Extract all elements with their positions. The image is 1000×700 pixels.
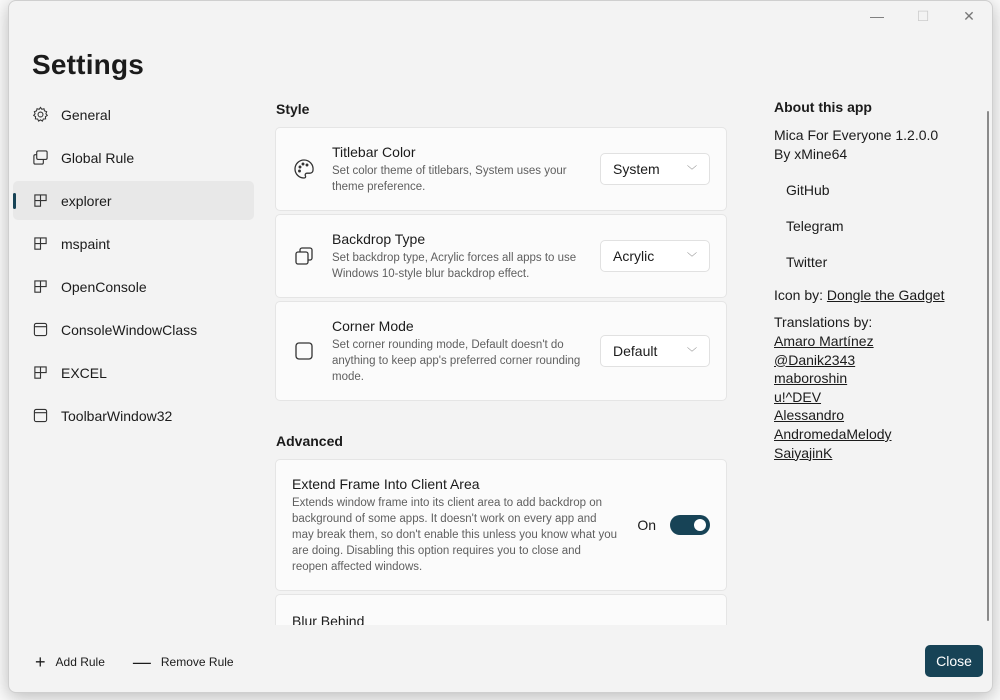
dropdown-value: Default <box>613 343 658 359</box>
sidebar-item-label: explorer <box>61 192 112 209</box>
window-icon <box>31 321 49 339</box>
titlebar-color-desc: Set color theme of titlebars, System uses your theme preference. <box>332 164 567 193</box>
close-button[interactable]: Close <box>925 645 983 677</box>
close-window-button[interactable]: ✕ <box>963 7 975 24</box>
app-window-icon <box>31 364 49 382</box>
backdrop-type-title: Backdrop Type <box>332 230 426 247</box>
toggle-state-label: On <box>637 517 656 533</box>
remove-rule-label: Remove Rule <box>160 655 234 669</box>
translations-label: Translations by: <box>774 314 873 330</box>
extend-frame-card <box>275 459 727 591</box>
translator-link[interactable]: maboroshin <box>774 370 848 387</box>
extend-frame-title: Extend Frame Into Client Area <box>292 475 480 492</box>
dropdown-value: Acrylic <box>613 248 655 264</box>
palette-icon <box>292 158 316 180</box>
sidebar <box>13 95 254 439</box>
icon-by-label: Icon by: <box>774 287 824 303</box>
add-rule-button[interactable] <box>35 653 105 671</box>
sidebar-item-label: OpenConsole <box>61 278 147 295</box>
settings-window <box>8 0 993 693</box>
scrollbar[interactable] <box>987 111 989 621</box>
window-icon <box>31 407 49 425</box>
sidebar-item-openconsole[interactable] <box>13 267 254 306</box>
corner-mode-dropdown[interactable] <box>600 335 710 367</box>
blur-behind-card <box>275 594 727 625</box>
sidebar-item-label: ToolbarWindow32 <box>61 407 173 424</box>
sidebar-item-label: Global Rule <box>61 149 135 166</box>
rounded-square-icon <box>292 341 316 361</box>
sidebar-item-consolewindowclass[interactable] <box>13 310 254 349</box>
corner-mode-card <box>275 301 727 401</box>
translator-link[interactable]: Alessandro <box>774 407 845 424</box>
app-window-icon <box>31 278 49 296</box>
plus-icon: + <box>35 652 46 672</box>
backdrop-type-card <box>275 214 727 298</box>
translator-link[interactable]: SaiyajinK <box>774 444 833 461</box>
translator-link[interactable]: @Danik2343 <box>774 351 856 368</box>
sidebar-item-excel[interactable] <box>13 353 254 392</box>
add-rule-label: Add Rule <box>55 655 105 669</box>
telegram-link[interactable]: Telegram <box>786 218 844 234</box>
sidebar-item-label: mspaint <box>61 235 111 252</box>
app-window-icon <box>31 192 49 210</box>
sidebar-item-general[interactable] <box>13 95 254 134</box>
chevron-down-icon: ﹀ <box>687 347 697 359</box>
minimize-button[interactable]: — <box>870 8 884 24</box>
sidebar-item-label: General <box>61 106 111 123</box>
chevron-down-icon: ﹀ <box>687 165 697 177</box>
backdrop-type-dropdown[interactable] <box>600 240 710 272</box>
translator-link[interactable]: AndromedaMelody <box>774 425 892 442</box>
sidebar-item-mspaint[interactable] <box>13 224 254 263</box>
dropdown-value: System <box>613 161 660 177</box>
blur-behind-title: Blur Behind <box>292 613 365 625</box>
extend-frame-toggle[interactable] <box>670 515 710 535</box>
about-panel <box>774 99 974 462</box>
titlebar-color-dropdown[interactable] <box>600 153 710 185</box>
gear-icon <box>31 106 49 124</box>
settings-content <box>275 95 727 625</box>
sidebar-item-label: EXCEL <box>61 364 107 381</box>
windows-stack-icon <box>31 149 49 167</box>
sidebar-item-label: ConsoleWindowClass <box>61 321 198 338</box>
advanced-heading: Advanced <box>276 433 343 449</box>
page-title: Settings <box>32 49 145 80</box>
corner-mode-desc: Set corner rounding mode, Default doesn't do anything to keep app's preferred corner rounding mode. <box>332 338 581 383</box>
backdrop-icon <box>292 246 316 266</box>
style-heading: Style <box>276 101 310 117</box>
minus-icon: — <box>132 652 151 672</box>
sidebar-item-global-rule[interactable] <box>13 138 254 177</box>
titlebar-color-title: Titlebar Color <box>332 143 416 160</box>
translator-link[interactable]: Amaro Martínez <box>774 333 874 349</box>
rule-actions <box>35 653 234 671</box>
about-heading: About this app <box>774 99 872 115</box>
app-version: Mica For Everyone 1.2.0.0 <box>774 127 939 143</box>
caption-buttons <box>854 1 992 31</box>
app-author: By xMine64 <box>774 146 848 162</box>
app-window-icon <box>31 235 49 253</box>
sidebar-item-toolbarwindow32[interactable] <box>13 396 254 435</box>
twitter-link[interactable]: Twitter <box>786 254 828 270</box>
remove-rule-button[interactable] <box>133 653 234 671</box>
maximize-button[interactable]: ☐ <box>916 7 930 24</box>
sidebar-item-explorer[interactable] <box>13 181 254 220</box>
corner-mode-title: Corner Mode <box>332 317 414 334</box>
titlebar-color-card <box>275 127 727 211</box>
icon-author-link[interactable]: Dongle the Gadget <box>826 287 945 303</box>
github-link[interactable]: GitHub <box>786 182 830 198</box>
backdrop-type-desc: Set backdrop type, Acrylic forces all apps to use Windows 10-style blur backdrop effect. <box>332 251 577 280</box>
extend-frame-desc: Extends window frame into its client area to add backdrop on background of some apps. It doesn't work on every app and may break them, so don't enable this unless you know what you are doing. Disabling this option requires you to close and reopen affected windows. <box>292 496 618 573</box>
translator-link[interactable]: u!^DEV <box>774 388 822 405</box>
chevron-down-icon: ﹀ <box>687 252 697 264</box>
